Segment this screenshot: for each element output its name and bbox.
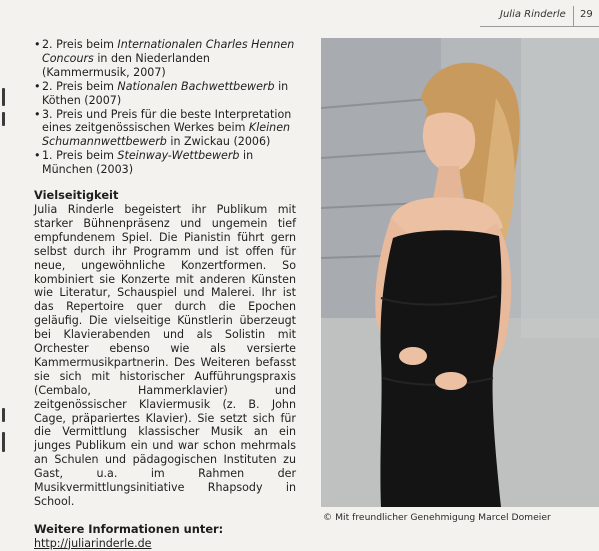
award-prefix: 1. Preis beim bbox=[42, 149, 118, 163]
header-divider bbox=[573, 6, 574, 26]
award-suffix: in Köthen (2007) bbox=[42, 79, 289, 107]
section-heading-versatility: Vielseitigkeit bbox=[34, 188, 119, 203]
competition-name: Steinway-Wettbewerb bbox=[117, 149, 240, 163]
portrait-photo bbox=[321, 38, 599, 507]
running-head: Julia Rinderle bbox=[500, 9, 566, 20]
versatility-paragraph: Julia Rinderle begeistert ihr Publikum mit starker Bühnenpräsenz und ungemein tief empfundenem Spiel. Die Pianistin führt gern selbst durch ihr Programm und ist offen für neue, ungewöhnliche Konzertformen. So kombiniert sie Konzerte mit anderen Künsten wie Literatur, Schauspiel und Malerei. Ihr ist das Repertoire quer durch die Epochen geläufig. Die vielseitige Künstlerin überzeugt bei Klavierabenden und als Solistin mit Orchester ebenso wie als versierte Kammermusikpartnerin. Des Weiteren befasst sie sich mit historischer Aufführungspraxis (Cembalo, Hammerklavier) und zeitgenössischer Klaviermusik (z. B. John Cage, präpariertes Klavier). Sie setzt sich für die Vermittlung klassischer Musik an ein junges Publikum ein und war schon mehrmals an Schulen und pädagogischen Instituten zu Gast, u.a. im Rahmen der Musikvermittlungsinitiative Rhapsody in School. bbox=[34, 202, 296, 508]
award-item bbox=[34, 108, 296, 150]
competition-name: Kleinen Schumannwettbewerb bbox=[42, 121, 291, 149]
awards-list bbox=[34, 38, 296, 177]
more-info-heading: Weitere Informationen unter: bbox=[34, 521, 224, 536]
award-suffix: in Zwickau (2006) bbox=[166, 135, 271, 149]
article-text-column bbox=[34, 38, 296, 551]
website-link[interactable]: http://juliarinderle.de bbox=[34, 536, 152, 550]
award-prefix: 2. Preis beim bbox=[42, 38, 118, 51]
award-item bbox=[34, 80, 296, 108]
more-info-block bbox=[34, 523, 296, 551]
award-suffix: in den Niederlanden (Kammermusik, 2007) bbox=[42, 51, 210, 79]
header-rule bbox=[480, 26, 599, 27]
binding-mark bbox=[2, 112, 5, 126]
page-number: 29 bbox=[580, 9, 593, 20]
photo-caption: © Mit freundlicher Genehmigung Marcel Domeier bbox=[323, 512, 551, 523]
binding-mark bbox=[2, 432, 5, 452]
competition-name: Nationalen Bachwettbewerb bbox=[117, 79, 275, 93]
competition-name: Internationalen Charles Hennen Concours bbox=[42, 38, 295, 65]
award-item bbox=[34, 149, 296, 177]
award-suffix: in München (2003) bbox=[42, 149, 254, 177]
award-prefix: 2. Preis beim bbox=[42, 79, 118, 93]
binding-mark bbox=[2, 88, 5, 106]
binding-mark bbox=[2, 408, 5, 422]
portrait-illustration bbox=[321, 38, 599, 507]
award-prefix: 3. Preis und Preis für die beste Interpretation eines zeitgenössischen Werkes beim bbox=[42, 107, 292, 135]
award-item bbox=[34, 38, 296, 80]
